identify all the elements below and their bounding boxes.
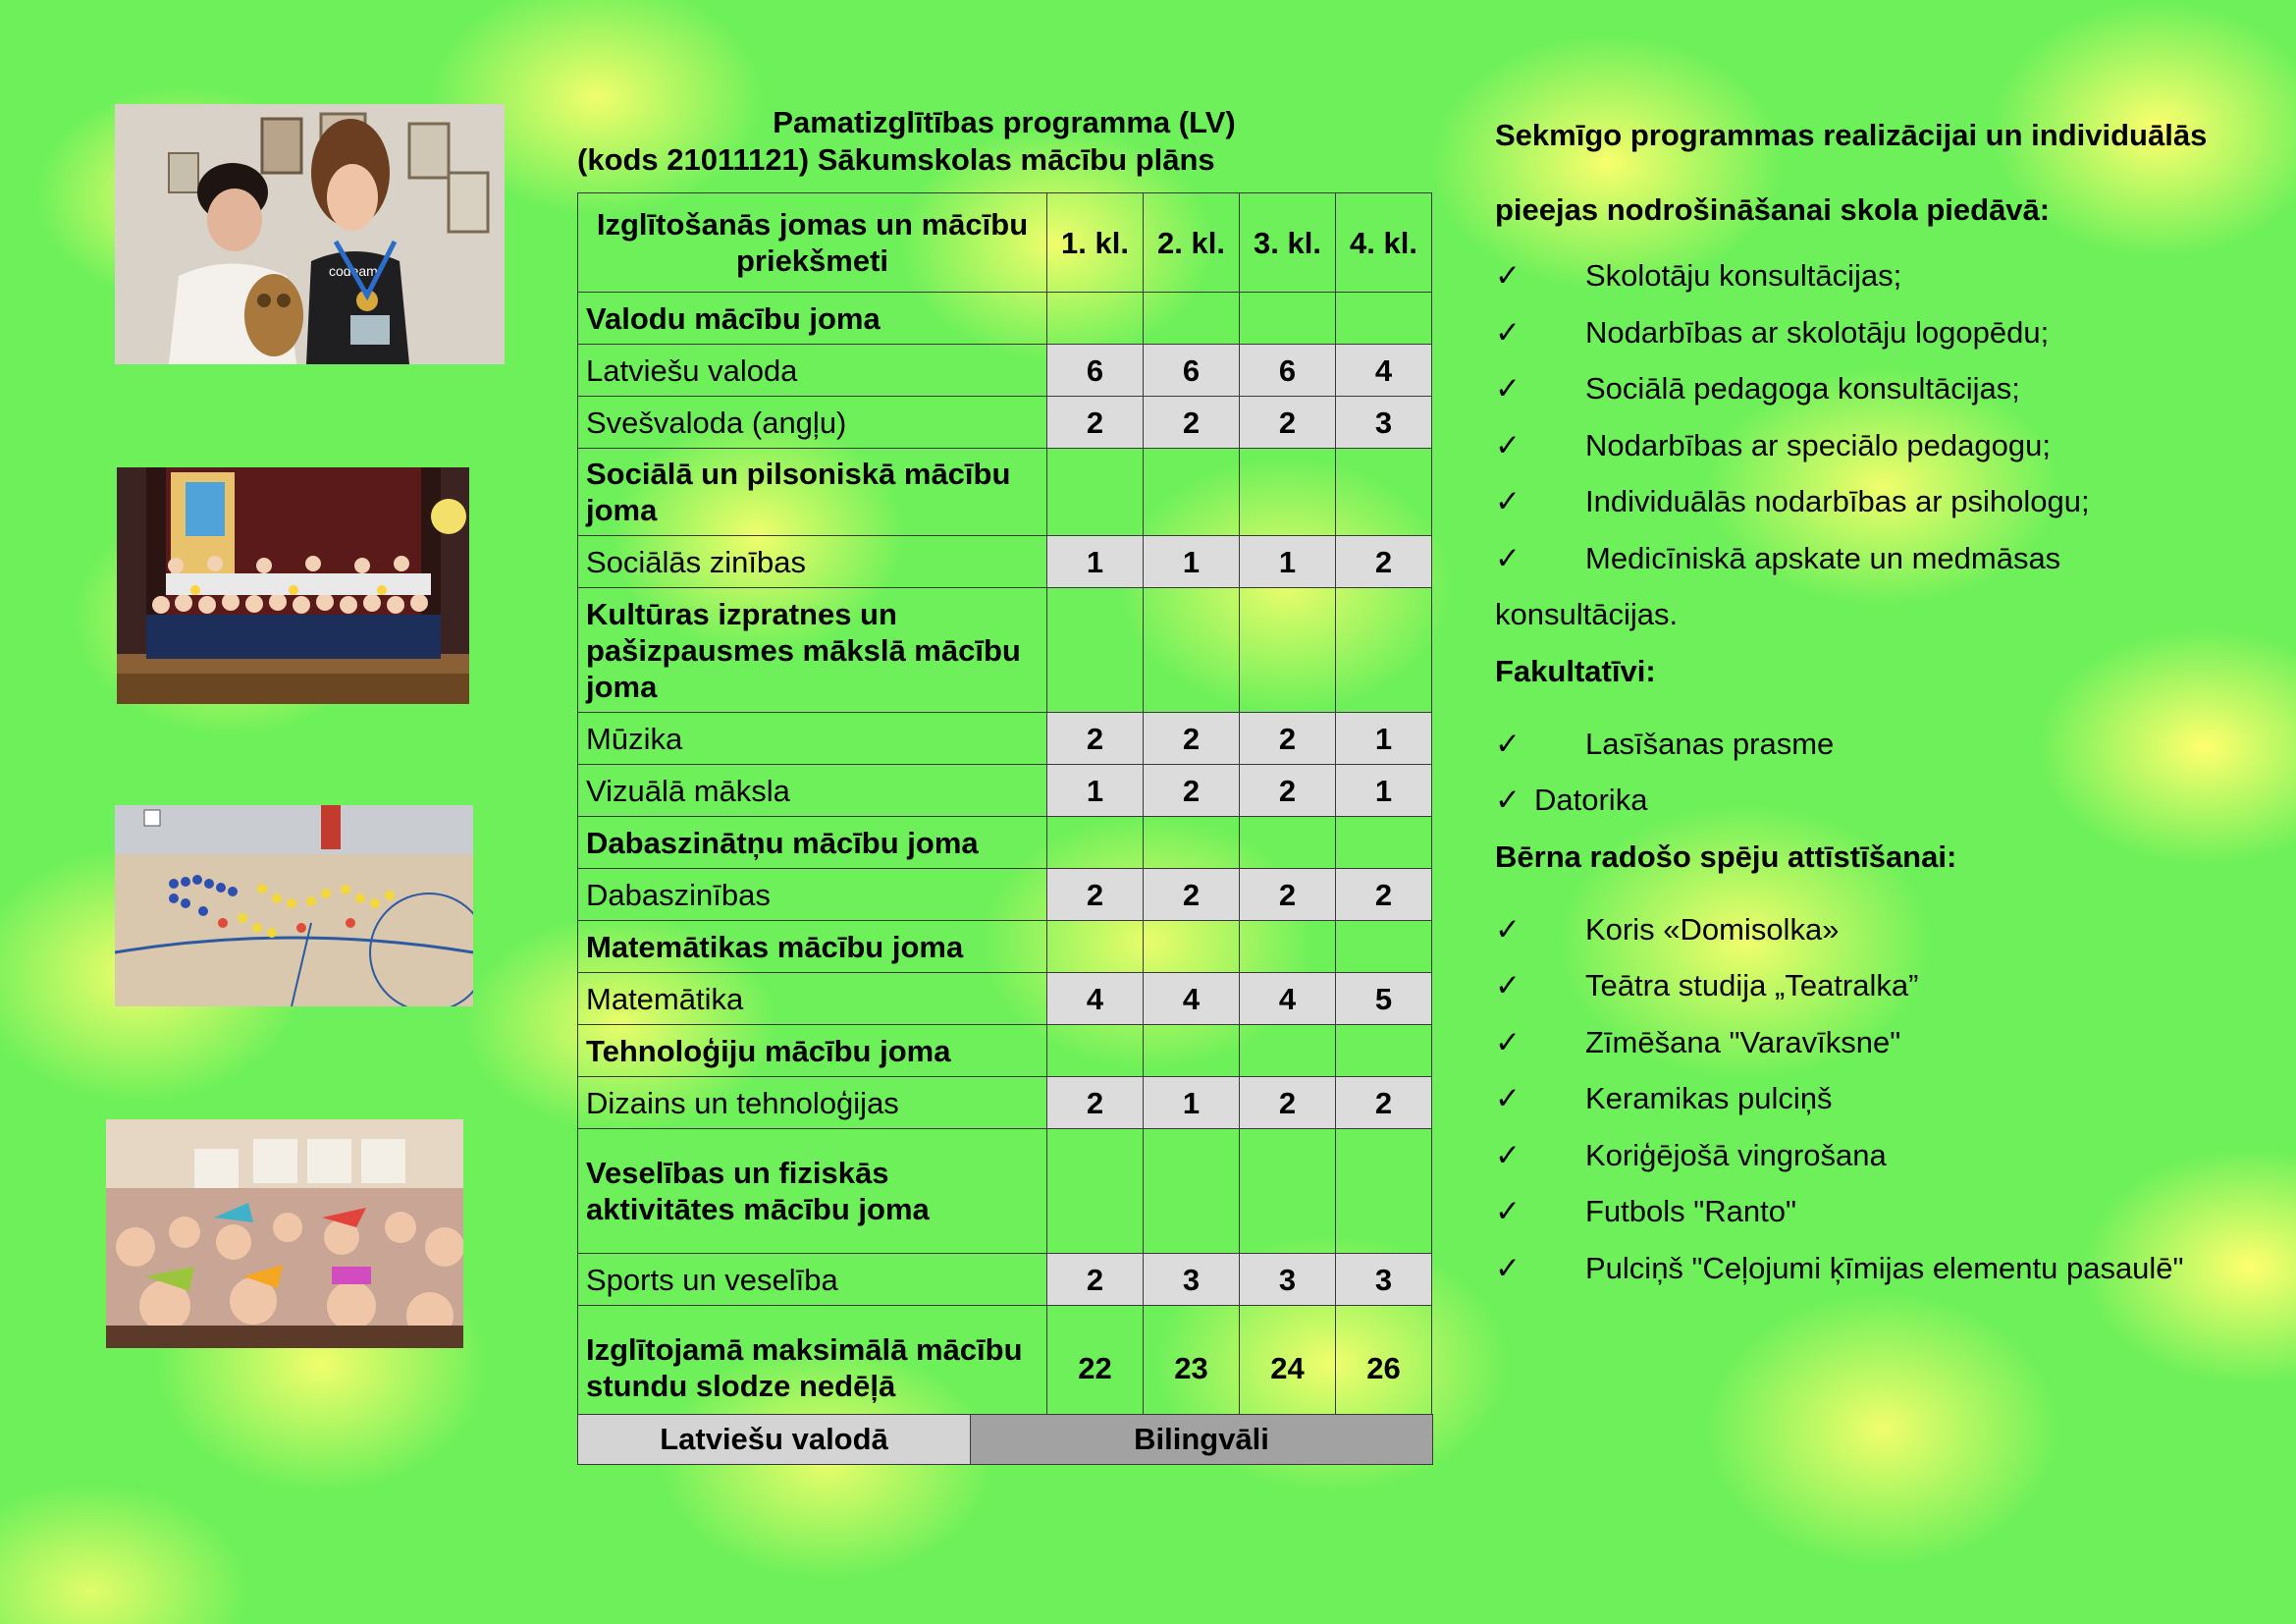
list-item: ✓ Keramikas pulciņš [1495,1070,2280,1127]
total-grade-4: 26 [1336,1306,1432,1431]
list-item: ✓ Skolotāju konsultācijas; [1495,247,2280,304]
hours-grade-4: 3 [1336,1254,1432,1306]
check-icon: ✓ [1495,540,1521,575]
empty-cell [1240,817,1336,869]
check-icon: ✓ [1495,1250,1521,1285]
hours-grade-3: 3 [1240,1254,1336,1306]
area-row [578,1025,1432,1077]
list-item: ✓ Lasīšanas prasme [1495,716,2280,773]
subject-label: Sociālās zinības [578,536,1047,588]
language-latvian: Latviešu valodā [578,1415,971,1464]
table-row [578,869,1432,921]
plan-title-line2: (kods 21011121) Sākumskolas mācību plāns [577,142,1215,177]
area-label: Dabaszinātņu mācību joma [578,817,1047,869]
table-row [578,713,1432,765]
empty-cell [1336,293,1432,345]
area-label: Tehnoloģiju mācību joma [578,1025,1047,1077]
total-label: Izglītojamā maksimālā mācību stundu slodze nedēļā [578,1306,1047,1431]
hours-grade-1: 1 [1047,536,1144,588]
hours-grade-2: 4 [1144,973,1240,1025]
empty-cell [1240,293,1336,345]
hours-grade-3: 6 [1240,345,1336,397]
area-label: Kultūras izpratnes un pašizpausmes mākslā mācību joma [578,588,1047,713]
hours-grade-4: 2 [1336,536,1432,588]
empty-cell [1336,1025,1432,1077]
photo-masquerade-party [106,1119,463,1348]
list-item: ✓ Datorika [1495,772,2280,829]
hours-grade-2: 2 [1144,397,1240,449]
subject-label: Dabaszinības [578,869,1047,921]
check-icon: ✓ [1495,427,1521,462]
table-row [578,345,1432,397]
hours-grade-4: 2 [1336,869,1432,921]
check-icon: ✓ [1495,1137,1521,1172]
hours-grade-2: 2 [1144,765,1240,817]
hours-grade-2: 1 [1144,1077,1240,1129]
check-icon: ✓ [1495,314,1521,350]
empty-cell [1336,588,1432,713]
hours-grade-3: 2 [1240,397,1336,449]
header-subject: Izglītošanās jomas un mācību priekšmeti [578,193,1047,293]
total-row [578,1306,1432,1431]
empty-cell [1047,1025,1144,1077]
table-row [578,1077,1432,1129]
check-icon: ✓ [1495,371,1521,406]
area-row [578,817,1432,869]
table-row [578,1254,1432,1306]
table-row [578,973,1432,1025]
check-icon: ✓ [1495,1194,1521,1228]
subject-label: Matemātika [578,973,1047,1025]
table-header-row [578,193,1432,293]
empty-cell [1047,449,1144,536]
creative-list [1495,901,2280,1297]
hours-grade-3: 2 [1240,765,1336,817]
hours-grade-1: 1 [1047,765,1144,817]
check-icon: ✓ [1495,968,1521,1002]
optional-heading: Fakultatīvi: [1495,653,1656,688]
hours-grade-4: 1 [1336,765,1432,817]
hours-grade-3: 2 [1240,869,1336,921]
area-row [578,1129,1432,1254]
header-grade-4: 4. kl. [1336,193,1432,293]
optional-list-2 [1495,772,2280,829]
area-label: Matemātikas mācību joma [578,921,1047,973]
empty-cell [1336,1129,1432,1254]
optional-list [1495,716,2280,773]
empty-cell [1240,588,1336,713]
hours-grade-2: 2 [1144,869,1240,921]
list-item: ✓ Koris «Domisolka» [1495,901,2280,958]
hours-grade-4: 3 [1336,397,1432,449]
list-item: ✓ Individuālās nodarbības ar psihologu; [1495,473,2280,530]
hours-grade-1: 2 [1047,713,1144,765]
empty-cell [1336,449,1432,536]
area-label: Sociālā un pilsoniskā mācību joma [578,449,1047,536]
shirt-text: codeam [329,263,378,279]
subject-label: Vizuālā māksla [578,765,1047,817]
list-item: ✓ Futbols "Ranto" [1495,1183,2280,1240]
creative-heading: Bērna radošo spēju attīstīšanai: [1495,839,1957,874]
list-item: ✓ Koriģējošā vingrošana [1495,1127,2280,1184]
subject-label: Mūzika [578,713,1047,765]
table-row [578,765,1432,817]
empty-cell [1144,817,1240,869]
hours-grade-2: 6 [1144,345,1240,397]
photo-award-ceremony [115,104,505,364]
hours-grade-1: 2 [1047,1254,1144,1306]
check-icon: ✓ [1495,783,1521,817]
empty-cell [1240,921,1336,973]
header-grade-3: 3. kl. [1240,193,1336,293]
list-item: ✓ Zīmēšana "Varavīksne" [1495,1014,2280,1071]
offer-heading-line1: Sekmīgo programmas realizācijai un individuālās [1495,118,2208,152]
photo-gym-formation [115,805,473,1006]
plan-title [577,104,1431,179]
subject-label: Latviešu valoda [578,345,1047,397]
area-row [578,921,1432,973]
check-icon: ✓ [1495,484,1521,518]
empty-cell [1144,921,1240,973]
offer-list [1495,247,2280,586]
empty-cell [1047,293,1144,345]
empty-cell [1144,1025,1240,1077]
table-row [578,536,1432,588]
hours-grade-4: 2 [1336,1077,1432,1129]
area-label: Veselības un fiziskās aktivitātes mācību joma [578,1129,1047,1254]
hours-grade-1: 2 [1047,397,1144,449]
empty-cell [1240,1129,1336,1254]
plan-title-line1: Pamatizglītības programma (LV) [773,105,1236,139]
table-body [578,293,1432,1306]
language-bilingual: Bilingvāli [971,1415,1432,1464]
hours-grade-4: 5 [1336,973,1432,1025]
hours-grade-1: 4 [1047,973,1144,1025]
hours-grade-1: 6 [1047,345,1144,397]
empty-cell [1144,1129,1240,1254]
empty-cell [1240,449,1336,536]
area-row [578,449,1432,536]
hours-grade-3: 2 [1240,1077,1336,1129]
hours-grade-4: 1 [1336,713,1432,765]
check-icon: ✓ [1495,726,1521,761]
empty-cell [1144,449,1240,536]
hours-grade-3: 4 [1240,973,1336,1025]
empty-cell [1047,1129,1144,1254]
hours-grade-2: 2 [1144,713,1240,765]
header-grade-1: 1. kl. [1047,193,1144,293]
curriculum-table [577,192,1432,1431]
list-item: ✓ Nodarbības ar speciālo pedagogu; [1495,417,2280,474]
language-row [577,1414,1433,1465]
area-row [578,293,1432,345]
list-item: ✓ Sociālā pedagoga konsultācijas; [1495,360,2280,417]
empty-cell [1144,588,1240,713]
offer-heading-line2: pieejas nodrošināšanai skola piedāvā: [1495,192,2051,227]
area-row [578,588,1432,713]
total-grade-3: 24 [1240,1306,1336,1431]
hours-grade-4: 4 [1336,345,1432,397]
subject-label: Svešvaloda (angļu) [578,397,1047,449]
check-icon: ✓ [1495,1024,1521,1059]
area-label: Valodu mācību joma [578,293,1047,345]
empty-cell [1240,1025,1336,1077]
list-item: ✓ Medicīniskā apskate un medmāsas [1495,530,2280,587]
header-grade-2: 2. kl. [1144,193,1240,293]
empty-cell [1047,588,1144,713]
empty-cell [1144,293,1240,345]
table-row [578,397,1432,449]
hours-grade-1: 2 [1047,869,1144,921]
check-icon: ✓ [1495,258,1521,293]
empty-cell [1336,817,1432,869]
list-item: ✓ Nodarbības ar skolotāju logopēdu; [1495,304,2280,361]
hours-grade-3: 2 [1240,713,1336,765]
hours-grade-2: 3 [1144,1254,1240,1306]
check-icon: ✓ [1495,911,1521,947]
hours-grade-3: 1 [1240,536,1336,588]
subject-label: Dizains un tehnoloģijas [578,1077,1047,1129]
hours-grade-2: 1 [1144,536,1240,588]
photo-children-stage [117,467,469,704]
empty-cell [1336,921,1432,973]
empty-cell [1047,921,1144,973]
total-grade-2: 23 [1144,1306,1240,1431]
total-grade-1: 22 [1047,1306,1144,1431]
offer-item-continuation: konsultācijas. [1495,597,1679,631]
check-icon: ✓ [1495,1081,1521,1115]
hours-grade-1: 2 [1047,1077,1144,1129]
list-item: ✓ Teātra studija „Teatralka” [1495,957,2280,1014]
empty-cell [1047,817,1144,869]
list-item: ✓ Pulciņš "Ceļojumi ķīmijas elementu pasaulē" [1495,1240,2280,1297]
right-column [1495,98,2280,1296]
subject-label: Sports un veselība [578,1254,1047,1306]
